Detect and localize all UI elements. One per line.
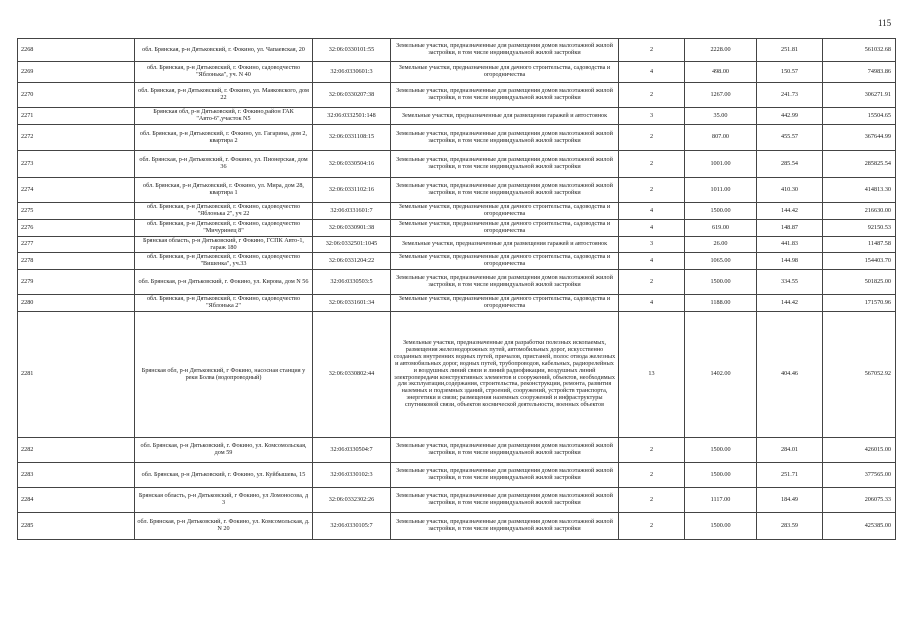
cadastral-value-cell: 285825.54	[823, 151, 896, 178]
table-row	[18, 125, 896, 151]
land-use-cell: Земельные участки, предназначенные для дачного строительства, садоводства и огородничества	[391, 253, 619, 270]
specific-value-cell: 150.57	[757, 62, 823, 83]
cadastral-value-cell: 15504.65	[823, 108, 896, 125]
address-cell: Брянская область, р-н Дятьковский, г Фокино, ГСПК Авто-1, гараж 180	[135, 237, 313, 253]
table-body	[18, 39, 896, 540]
address-cell: обл. Брянская, р-н Дятьковский, г. Фокино, ул. Комсомольская, дом 59	[135, 438, 313, 463]
specific-value-cell: 251.71	[757, 463, 823, 488]
area-cell: 1065.00	[685, 253, 757, 270]
area-cell: 1117.00	[685, 488, 757, 513]
table-row	[18, 270, 896, 295]
area-cell: 498.00	[685, 62, 757, 83]
cadastral-value-cell: 567052.92	[823, 312, 896, 438]
table-row	[18, 220, 896, 237]
cadastral-value-cell: 206075.33	[823, 488, 896, 513]
specific-value-cell: 144.42	[757, 295, 823, 312]
table-row	[18, 83, 896, 108]
table-row	[18, 62, 896, 83]
group-cell: 2	[619, 178, 685, 203]
address-cell: обл. Брянская, р-н Дятьковский, г. Фокино, ул. Комсомольская, д. N 20	[135, 513, 313, 540]
cadastral-number-cell: 32:06:0330601:3	[313, 62, 391, 83]
group-cell: 4	[619, 62, 685, 83]
cadastral-value-cell: 92150.53	[823, 220, 896, 237]
group-cell: 2	[619, 438, 685, 463]
row-number: 2280	[18, 295, 135, 312]
land-use-cell: Земельные участки, предназначенные для размещения гаражей и автостоянок	[391, 237, 619, 253]
specific-value-cell: 251.81	[757, 39, 823, 62]
land-use-cell: Земельные участки, предназначенные для размещения домов малоэтажной жилой застройки, в том числе индивидуальной жилой застройки	[391, 125, 619, 151]
area-cell: 807.00	[685, 125, 757, 151]
area-cell: 2228.00	[685, 39, 757, 62]
cadastral-value-cell: 74983.86	[823, 62, 896, 83]
cadastral-number-cell: 32:06:0330504:16	[313, 151, 391, 178]
row-number: 2284	[18, 488, 135, 513]
land-use-cell: Земельные участки, предназначенные для дачного строительства, садоводства и огородничества	[391, 203, 619, 220]
address-cell: обл. Брянская, р-н Дятьковский, г. Фокино, ул. Мира, дом 28, квартира 1	[135, 178, 313, 203]
land-use-cell: Земельные участки, предназначенные для дачного строительства, садоводства и огородничества	[391, 220, 619, 237]
group-cell: 13	[619, 312, 685, 438]
cadastral-value-cell: 171570.96	[823, 295, 896, 312]
cadastral-value-cell: 306271.91	[823, 83, 896, 108]
cadastral-number-cell: 32:06:0330105:7	[313, 513, 391, 540]
area-cell: 1402.00	[685, 312, 757, 438]
address-cell: обл. Брянская, р-н Дятьковский, г. Фокино, садоводчество "Яблонька 2", уч 22	[135, 203, 313, 220]
group-cell: 4	[619, 295, 685, 312]
specific-value-cell: 285.54	[757, 151, 823, 178]
group-cell: 4	[619, 220, 685, 237]
specific-value-cell: 241.73	[757, 83, 823, 108]
cadastral-number-cell: 32:06:0332302:26	[313, 488, 391, 513]
address-cell: обл. Брянская, р-н Дятьковский, г. Фокино, садоводчество "Яблонька 2"	[135, 295, 313, 312]
row-number: 2277	[18, 237, 135, 253]
row-number: 2269	[18, 62, 135, 83]
table-row	[18, 108, 896, 125]
address-cell: обл. Брянская, р-н Дятьковский, г. Фокино, садоводчество "Яблонька", уч. N 40	[135, 62, 313, 83]
area-cell: 1011.00	[685, 178, 757, 203]
group-cell: 2	[619, 270, 685, 295]
land-use-cell: Земельные участки, предназначенные для разработки полезных ископаемых, размещения железнодорожных путей, автомобильных дорог, искусственно созданных внутренних водных путей, причалов, пристаней, полос отвода железных и автомобильных дорог, водных путей, трубопроводов, кабельных, радиорелейных и воздушных линий связи и линий радиофикации, воздушных линий электропередачи конструктивных элементов и сооружений, объектов, необходимых для эксплуатации,содержания, строительства, реконструкции, ремонта, развития наземных и подземных зданий, строений, сооружений, устройств транспорта, энергетики и связи; размещения наземных сооружений и инфраструктуры спутниковой связи, объектов космической деятельности, военных объектов	[391, 312, 619, 438]
row-number: 2271	[18, 108, 135, 125]
address-cell: Брянская обл, р-н Дятьковский, г Фокино, насосная станция у реки Болва (водопроводный)	[135, 312, 313, 438]
page-number: 115	[878, 18, 892, 28]
specific-value-cell: 404.46	[757, 312, 823, 438]
table-row	[18, 438, 896, 463]
address-cell: обл. Брянская, р-н Дятьковский, г. Фокино, ул. Маяковского, дом 22	[135, 83, 313, 108]
cadastral-value-cell: 11487.58	[823, 237, 896, 253]
area-cell: 1001.00	[685, 151, 757, 178]
table-row	[18, 178, 896, 203]
land-use-cell: Земельные участки, предназначенные для размещения гаражей и автостоянок	[391, 108, 619, 125]
row-number: 2274	[18, 178, 135, 203]
area-cell: 1267.00	[685, 83, 757, 108]
group-cell: 2	[619, 513, 685, 540]
cadastral-value-cell: 425385.00	[823, 513, 896, 540]
land-use-cell: Земельные участки, предназначенные для размещения домов малоэтажной жилой застройки, в том числе индивидуальной жилой застройки	[391, 438, 619, 463]
cadastral-number-cell: 32:06:0332501:148	[313, 108, 391, 125]
cadastral-value-cell: 377565.00	[823, 463, 896, 488]
specific-value-cell: 442.99	[757, 108, 823, 125]
table-row	[18, 253, 896, 270]
cadastral-value-table	[17, 38, 896, 540]
row-number: 2281	[18, 312, 135, 438]
specific-value-cell: 441.83	[757, 237, 823, 253]
land-use-cell: Земельные участки, предназначенные для размещения домов малоэтажной жилой застройки, в том числе индивидуальной жилой застройки	[391, 39, 619, 62]
address-cell: обл. Брянская, р-н Дятьковский, г. Фокино, садоводчество "Вишенка", уч.33	[135, 253, 313, 270]
row-number: 2283	[18, 463, 135, 488]
address-cell: Брянская область, р-н Дятьковский, г Фокино, ул Ломоносова, д 3	[135, 488, 313, 513]
table-row	[18, 39, 896, 62]
row-number: 2273	[18, 151, 135, 178]
area-cell: 1500.00	[685, 203, 757, 220]
cadastral-number-cell: 32:06:0330504:7	[313, 438, 391, 463]
cadastral-value-cell: 154403.70	[823, 253, 896, 270]
address-cell: обл. Брянская, р-н Дятьковский, г. Фокино, ул. Пионерская, дом 36	[135, 151, 313, 178]
address-cell: обл. Брянская, р-н Дятьковский, г. Фокино, ул. Кирова, дом N 56	[135, 270, 313, 295]
cadastral-value-cell: 216630.00	[823, 203, 896, 220]
area-cell: 1500.00	[685, 463, 757, 488]
cadastral-number-cell: 32:06:0331601:7	[313, 203, 391, 220]
specific-value-cell: 144.42	[757, 203, 823, 220]
group-cell: 2	[619, 83, 685, 108]
address-cell: Брянская обл, р-н Дятьковский, г. Фокино,район ГАК "Авто-6",участок N5	[135, 108, 313, 125]
row-number: 2268	[18, 39, 135, 62]
cadastral-value-cell: 367644.99	[823, 125, 896, 151]
specific-value-cell: 410.30	[757, 178, 823, 203]
address-cell: обл. Брянская, р-н Дятьковский, г. Фокино, садоводчество "Мичуринец 8"	[135, 220, 313, 237]
address-cell: обл. Брянская, р-н Дятьковский, г. Фокино, ул. Чапаевская, 20	[135, 39, 313, 62]
cadastral-value-cell: 561032.68	[823, 39, 896, 62]
row-number: 2270	[18, 83, 135, 108]
table-row	[18, 488, 896, 513]
cadastral-number-cell: 32:06:0330207:38	[313, 83, 391, 108]
land-use-cell: Земельные участки, предназначенные для дачного строительства, садоводства и огородничества	[391, 295, 619, 312]
area-cell: 35.00	[685, 108, 757, 125]
cadastral-number-cell: 32:06:0330901:38	[313, 220, 391, 237]
cadastral-number-cell: 32:06:0331102:16	[313, 178, 391, 203]
specific-value-cell: 334.55	[757, 270, 823, 295]
cadastral-number-cell: 32:06:0331108:15	[313, 125, 391, 151]
group-cell: 2	[619, 39, 685, 62]
specific-value-cell: 144.98	[757, 253, 823, 270]
land-use-cell: Земельные участки, предназначенные для дачного строительства, садоводства и огородничества	[391, 62, 619, 83]
land-use-cell: Земельные участки, предназначенные для размещения домов малоэтажной жилой застройки, в том числе индивидуальной жилой застройки	[391, 151, 619, 178]
cadastral-number-cell: 32:06:0331601:34	[313, 295, 391, 312]
specific-value-cell: 455.57	[757, 125, 823, 151]
address-cell: обл. Брянская, р-н Дятьковский, г. Фокино, ул. Гагарина, дом 2, квартира 2	[135, 125, 313, 151]
group-cell: 2	[619, 488, 685, 513]
table-row	[18, 151, 896, 178]
group-cell: 2	[619, 463, 685, 488]
row-number: 2282	[18, 438, 135, 463]
group-cell: 4	[619, 203, 685, 220]
group-cell: 3	[619, 237, 685, 253]
cadastral-value-cell: 501825.00	[823, 270, 896, 295]
address-cell: обл. Брянская, р-н Дятьковский, г. Фокино, ул. Куйбышева, 15	[135, 463, 313, 488]
specific-value-cell: 284.01	[757, 438, 823, 463]
cadastral-value-cell: 426015.00	[823, 438, 896, 463]
cadastral-number-cell: 32:06:0330102:3	[313, 463, 391, 488]
land-use-cell: Земельные участки, предназначенные для размещения домов малоэтажной жилой застройки, в том числе индивидуальной жилой застройки	[391, 463, 619, 488]
cadastral-number-cell: 32:06:0332501:1045	[313, 237, 391, 253]
specific-value-cell: 148.87	[757, 220, 823, 237]
row-number: 2272	[18, 125, 135, 151]
land-use-cell: Земельные участки, предназначенные для размещения домов малоэтажной жилой застройки, в том числе индивидуальной жилой застройки	[391, 488, 619, 513]
specific-value-cell: 184.49	[757, 488, 823, 513]
cadastral-number-cell: 32:06:0330503:5	[313, 270, 391, 295]
table-row	[18, 312, 896, 438]
table-row	[18, 237, 896, 253]
table-row	[18, 513, 896, 540]
specific-value-cell: 283.59	[757, 513, 823, 540]
table-row	[18, 463, 896, 488]
group-cell: 2	[619, 125, 685, 151]
cadastral-number-cell: 32:06:0331204:22	[313, 253, 391, 270]
row-number: 2276	[18, 220, 135, 237]
area-cell: 26.00	[685, 237, 757, 253]
area-cell: 1500.00	[685, 438, 757, 463]
area-cell: 619.00	[685, 220, 757, 237]
group-cell: 3	[619, 108, 685, 125]
land-use-cell: Земельные участки, предназначенные для размещения домов малоэтажной жилой застройки, в том числе индивидуальной жилой застройки	[391, 178, 619, 203]
table-row	[18, 203, 896, 220]
cadastral-value-cell: 414813.30	[823, 178, 896, 203]
land-use-cell: Земельные участки, предназначенные для размещения домов малоэтажной жилой застройки, в том числе индивидуальной жилой застройки	[391, 83, 619, 108]
row-number: 2279	[18, 270, 135, 295]
land-use-cell: Земельные участки, предназначенные для размещения домов малоэтажной жилой застройки, в том числе индивидуальной жилой застройки	[391, 513, 619, 540]
row-number: 2278	[18, 253, 135, 270]
row-number: 2285	[18, 513, 135, 540]
cadastral-number-cell: 32:06:0330802:44	[313, 312, 391, 438]
cadastral-number-cell: 32:06:0330101:55	[313, 39, 391, 62]
area-cell: 1500.00	[685, 270, 757, 295]
area-cell: 1188.00	[685, 295, 757, 312]
group-cell: 2	[619, 151, 685, 178]
area-cell: 1500.00	[685, 513, 757, 540]
table-row	[18, 295, 896, 312]
row-number: 2275	[18, 203, 135, 220]
group-cell: 4	[619, 253, 685, 270]
land-use-cell: Земельные участки, предназначенные для размещения домов малоэтажной жилой застройки, в том числе индивидуальной жилой застройки	[391, 270, 619, 295]
